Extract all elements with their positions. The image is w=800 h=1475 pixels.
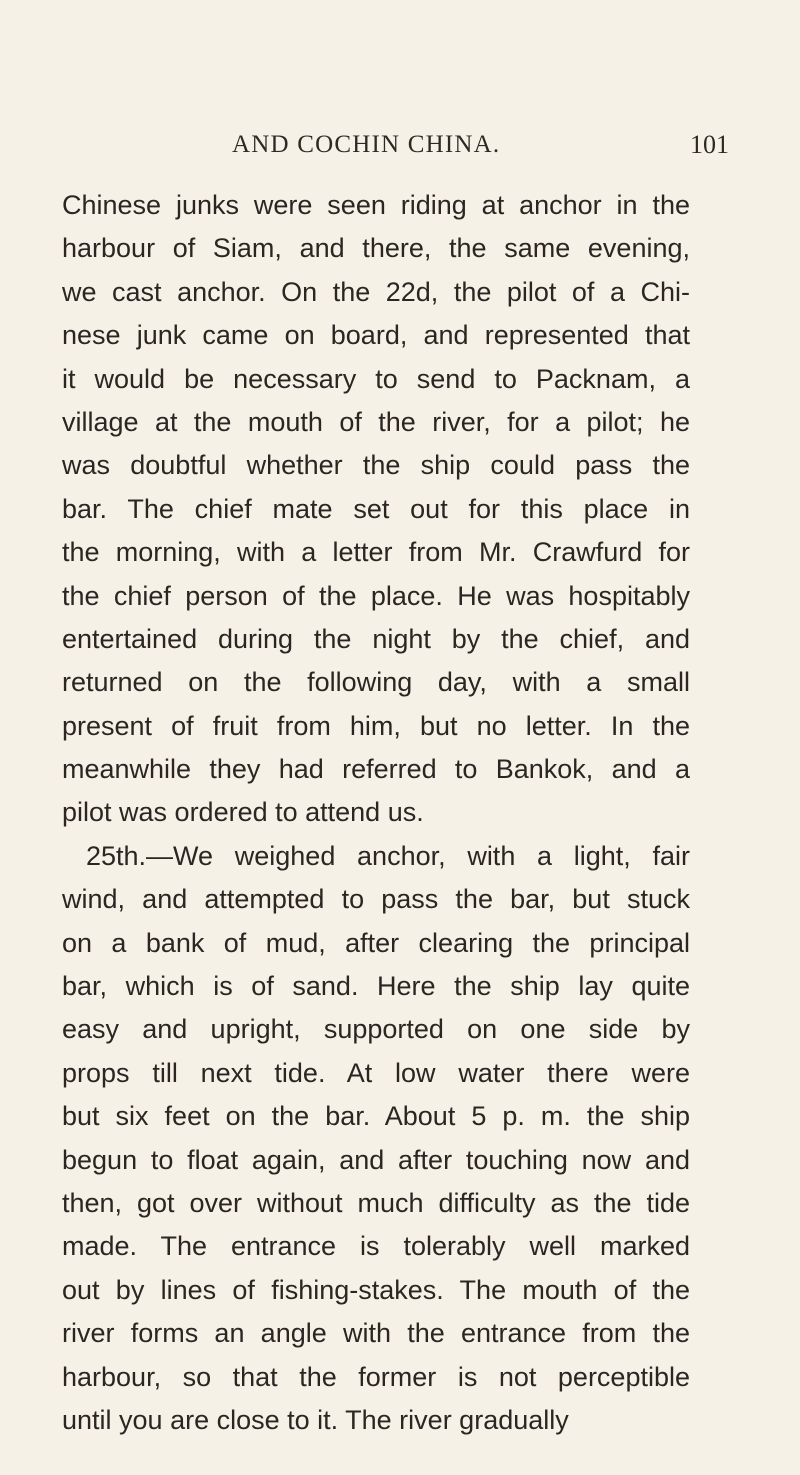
text-line: then, got over without much difficulty as the tide: [62, 1187, 690, 1218]
text-line: it would be necessary to send to Packnam, a: [62, 363, 690, 394]
text-line: but six feet on the bar. About 5 p. m. the ship: [62, 1101, 690, 1132]
body-text: [62, 184, 690, 1442]
page-header: [0, 128, 800, 168]
text-line: returned on the following day, with a small: [62, 667, 690, 698]
text-line: begun to float again, and after touching now and: [62, 1144, 690, 1175]
text-line: easy and upright, supported on one side by: [62, 1014, 690, 1045]
text-line: bar, which is of sand. Here the ship lay quite: [62, 971, 690, 1002]
text-line: 25th.—We weighed anchor, with a light, fair: [86, 840, 690, 871]
text-line: present of fruit from him, but no letter. In the: [62, 710, 690, 741]
text-line: meanwhile they had referred to Bankok, and a: [62, 754, 690, 785]
text-line: nese junk came on board, and represented that: [62, 320, 690, 351]
text-line: Chinese junks were seen riding at anchor in the: [62, 190, 690, 220]
text-line: was doubtful whether the ship could pass the: [62, 450, 690, 481]
text-line: bar. The chief mate set out for this place in: [62, 493, 690, 524]
text-line: entertained during the night by the chief, and: [62, 623, 690, 654]
text-line: made. The entrance is tolerably well marked: [62, 1231, 690, 1262]
text-line: river forms an angle with the entrance from the: [62, 1318, 690, 1349]
text-line: wind, and attempted to pass the bar, but stuck: [62, 884, 690, 915]
text-line: on a bank of mud, after clearing the principal: [62, 927, 690, 958]
text-line: props till next tide. At low water there were: [62, 1057, 690, 1088]
text-line: the morning, with a letter from Mr. Crawfurd for: [62, 537, 690, 568]
text-line: harbour, so that the former is not perceptible: [62, 1361, 690, 1392]
text-line: pilot was ordered to attend us.: [62, 797, 424, 828]
running-head: AND COCHIN CHINA.: [232, 131, 501, 158]
text-line: village at the mouth of the river, for a pilot; he: [62, 406, 690, 437]
text-line: until you are close to it. The river gradually: [62, 1404, 569, 1435]
text-line: out by lines of fishing-stakes. The mouth of the: [62, 1274, 690, 1305]
text-line: harbour of Siam, and there, the same evening,: [62, 233, 690, 264]
page-number: 101: [690, 130, 729, 159]
text-line: we cast anchor. On the 22d, the pilot of a Chi-: [62, 276, 690, 307]
text-line: the chief person of the place. He was hospitably: [62, 580, 690, 611]
